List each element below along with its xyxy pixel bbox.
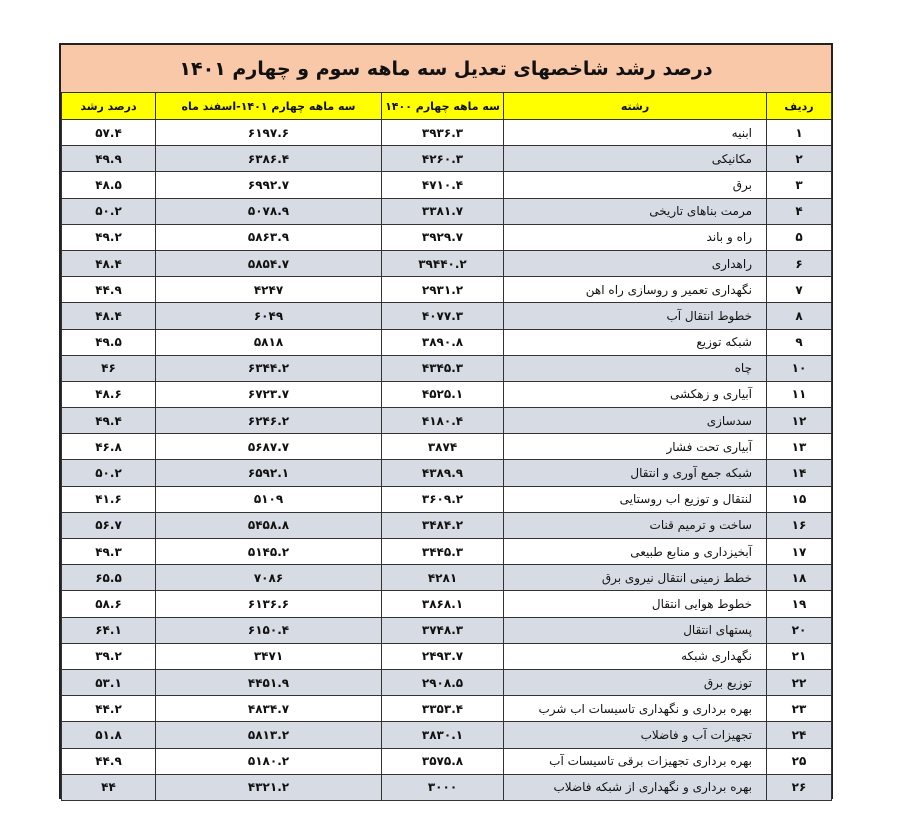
row-q1401-cell: ۶۰۴۹ [156, 303, 382, 329]
row-field-cell: خطط زمینی انتقال نیروی برق [504, 565, 767, 591]
table-row [62, 355, 832, 381]
row-field-cell: آبیاری و زهکشی [504, 381, 767, 407]
row-growth-cell: ۴۶.۸ [62, 434, 156, 460]
row-field-cell: بهره برداری و نگهداری از شبکه فاضلاب [504, 774, 767, 800]
row-q1400-cell: ۳۳۸۱.۷ [382, 198, 504, 224]
row-field-cell: خطوط هوایی انتقال [504, 591, 767, 617]
header-index: ردیف [767, 93, 832, 120]
row-q1400-cell: ۳۵۷۵.۸ [382, 748, 504, 774]
row-index-cell: ۱۷ [767, 539, 832, 565]
row-field-cell: آبیاری تحت فشار [504, 434, 767, 460]
row-q1401-cell: ۵۱۴۵.۲ [156, 539, 382, 565]
row-index-cell: ۱۹ [767, 591, 832, 617]
row-index-cell: ۸ [767, 303, 832, 329]
row-q1400-cell: ۴۵۲۵.۱ [382, 381, 504, 407]
table-row [62, 198, 832, 224]
table-row [62, 408, 832, 434]
row-q1401-cell: ۶۱۹۷.۶ [156, 120, 382, 146]
row-q1400-cell: ۳۴۸۴.۲ [382, 512, 504, 538]
header-q1401: سه ماهه چهارم ۱۴۰۱-اسفند ماه [156, 93, 382, 120]
row-growth-cell: ۵۶.۷ [62, 512, 156, 538]
row-q1400-cell: ۴۳۴۵.۳ [382, 355, 504, 381]
row-growth-cell: ۶۴.۱ [62, 617, 156, 643]
row-q1400-cell: ۴۲۸۱ [382, 565, 504, 591]
row-index-cell: ۲۴ [767, 722, 832, 748]
table-row [62, 146, 832, 172]
table-row [62, 277, 832, 303]
row-field-cell: نگهداری تعمیر و روسازی راه اهن [504, 277, 767, 303]
row-q1401-cell: ۵۱۸۰.۲ [156, 748, 382, 774]
row-q1400-cell: ۲۹۳۱.۲ [382, 277, 504, 303]
row-index-cell: ۵ [767, 224, 832, 250]
row-q1401-cell: ۶۲۴۶.۲ [156, 408, 382, 434]
row-field-cell: تجهیزات آب و فاضلاب [504, 722, 767, 748]
table-title: درصد رشد شاخصهای تعدیل سه ماهه سوم و چهارم ۱۴۰۱ [61, 45, 831, 94]
table-row [62, 617, 832, 643]
row-index-cell: ۱ [767, 120, 832, 146]
row-field-cell: توزیع برق [504, 669, 767, 695]
row-q1401-cell: ۵۶۸۷.۷ [156, 434, 382, 460]
row-field-cell: چاه [504, 355, 767, 381]
row-q1401-cell: ۴۳۲۱.۲ [156, 774, 382, 800]
row-growth-cell: ۵۰.۲ [62, 198, 156, 224]
row-index-cell: ۱۱ [767, 381, 832, 407]
row-index-cell: ۱۵ [767, 486, 832, 512]
row-index-cell: ۲۲ [767, 669, 832, 695]
row-q1400-cell: ۳۹۳۶.۳ [382, 120, 504, 146]
row-field-cell: سدسازی [504, 408, 767, 434]
row-growth-cell: ۴۹.۳ [62, 539, 156, 565]
table-row [62, 486, 832, 512]
row-q1400-cell: ۳۸۶۸.۱ [382, 591, 504, 617]
row-index-cell: ۹ [767, 329, 832, 355]
header-field: رشته [504, 93, 767, 120]
row-q1400-cell: ۲۴۹۳.۷ [382, 643, 504, 669]
row-index-cell: ۱۴ [767, 460, 832, 486]
row-growth-cell: ۴۸.۵ [62, 172, 156, 198]
row-q1401-cell: ۵۸۶۳.۹ [156, 224, 382, 250]
row-growth-cell: ۴۴.۹ [62, 748, 156, 774]
row-field-cell: شبکه جمع آوری و انتقال [504, 460, 767, 486]
row-growth-cell: ۴۸.۶ [62, 381, 156, 407]
row-q1400-cell: ۳۹۲۹.۷ [382, 224, 504, 250]
row-field-cell: مکانیکی [504, 146, 767, 172]
row-q1401-cell: ۵۸۱۳.۲ [156, 722, 382, 748]
row-field-cell: خطوط انتقال آب [504, 303, 767, 329]
table-row [62, 434, 832, 460]
table-row [62, 669, 832, 695]
row-q1401-cell: ۵۱۰۹ [156, 486, 382, 512]
table-row [62, 224, 832, 250]
row-index-cell: ۲۵ [767, 748, 832, 774]
table-row [62, 329, 832, 355]
row-growth-cell: ۴۸.۴ [62, 250, 156, 276]
row-q1400-cell: ۳۶۰۹.۲ [382, 486, 504, 512]
row-q1400-cell: ۳۹۴۴۰.۲ [382, 250, 504, 276]
row-q1401-cell: ۷۰۸۶ [156, 565, 382, 591]
row-growth-cell: ۴۸.۴ [62, 303, 156, 329]
table-row [62, 303, 832, 329]
row-q1401-cell: ۶۳۴۴.۲ [156, 355, 382, 381]
row-index-cell: ۴ [767, 198, 832, 224]
row-growth-cell: ۵۱.۸ [62, 722, 156, 748]
row-growth-cell: ۴۶ [62, 355, 156, 381]
row-growth-cell: ۵۰.۲ [62, 460, 156, 486]
table-row [62, 172, 832, 198]
row-q1400-cell: ۴۱۸۰.۴ [382, 408, 504, 434]
table-row [62, 512, 832, 538]
row-q1401-cell: ۴۴۵۱.۹ [156, 669, 382, 695]
row-field-cell: بهره برداری و نگهداری تاسیسات اب شرب [504, 696, 767, 722]
row-q1400-cell: ۴۷۱۰.۴ [382, 172, 504, 198]
row-growth-cell: ۵۷.۴ [62, 120, 156, 146]
table-row [62, 120, 832, 146]
row-index-cell: ۲۶ [767, 774, 832, 800]
row-field-cell: راه و باند [504, 224, 767, 250]
table-row [62, 591, 832, 617]
row-q1401-cell: ۴۲۴۷ [156, 277, 382, 303]
table-row [62, 381, 832, 407]
table-row [62, 748, 832, 774]
table-row [62, 696, 832, 722]
row-q1400-cell: ۳۰۰۰ [382, 774, 504, 800]
table-row [62, 774, 832, 800]
row-q1400-cell: ۴۲۶۰.۳ [382, 146, 504, 172]
row-growth-cell: ۴۹.۴ [62, 408, 156, 434]
row-index-cell: ۱۰ [767, 355, 832, 381]
row-field-cell: راهداری [504, 250, 767, 276]
row-q1401-cell: ۳۴۷۱ [156, 643, 382, 669]
row-index-cell: ۲۳ [767, 696, 832, 722]
row-growth-cell: ۴۹.۹ [62, 146, 156, 172]
row-q1400-cell: ۴۰۷۷.۳ [382, 303, 504, 329]
row-field-cell: مرمت بناهای تاریخی [504, 198, 767, 224]
row-q1401-cell: ۵۸۱۸ [156, 329, 382, 355]
row-q1400-cell: ۳۴۴۵.۳ [382, 539, 504, 565]
table-row [62, 722, 832, 748]
table-row [62, 565, 832, 591]
row-q1401-cell: ۶۹۹۲.۷ [156, 172, 382, 198]
table-row [62, 460, 832, 486]
row-growth-cell: ۳۹.۲ [62, 643, 156, 669]
row-field-cell: بهره برداری تجهیزات برقی تاسیسات آب [504, 748, 767, 774]
row-index-cell: ۱۳ [767, 434, 832, 460]
row-index-cell: ۶ [767, 250, 832, 276]
row-growth-cell: ۵۸.۶ [62, 591, 156, 617]
row-growth-cell: ۴۴.۹ [62, 277, 156, 303]
row-growth-cell: ۶۵.۵ [62, 565, 156, 591]
row-q1400-cell: ۳۸۳۰.۱ [382, 722, 504, 748]
row-q1400-cell: ۳۷۴۸.۳ [382, 617, 504, 643]
row-index-cell: ۷ [767, 277, 832, 303]
row-q1401-cell: ۶۳۸۶.۴ [156, 146, 382, 172]
row-q1401-cell: ۵۸۵۴.۷ [156, 250, 382, 276]
row-field-cell: ابنیه [504, 120, 767, 146]
row-index-cell: ۳ [767, 172, 832, 198]
row-field-cell: آبخیزداری و منابع طبیعی [504, 539, 767, 565]
table-row [62, 539, 832, 565]
row-field-cell: برق [504, 172, 767, 198]
row-q1401-cell: ۶۱۳۶.۶ [156, 591, 382, 617]
row-field-cell: نگهداری شبکه [504, 643, 767, 669]
row-growth-cell: ۴۹.۲ [62, 224, 156, 250]
table-row [62, 250, 832, 276]
header-growth: درصد رشد [62, 93, 156, 120]
row-growth-cell: ۴۱.۶ [62, 486, 156, 512]
row-index-cell: ۱۲ [767, 408, 832, 434]
row-field-cell: شبکه توزیع [504, 329, 767, 355]
row-index-cell: ۱۶ [767, 512, 832, 538]
row-q1401-cell: ۵۰۷۸.۹ [156, 198, 382, 224]
row-q1400-cell: ۴۳۸۹.۹ [382, 460, 504, 486]
row-index-cell: ۲۱ [767, 643, 832, 669]
row-field-cell: لنتقال و توزیع اب روستایی [504, 486, 767, 512]
row-growth-cell: ۴۹.۵ [62, 329, 156, 355]
row-growth-cell: ۴۴.۲ [62, 696, 156, 722]
row-index-cell: ۱۸ [767, 565, 832, 591]
adjustment-index-table-sheet [59, 43, 833, 799]
row-growth-cell: ۴۴ [62, 774, 156, 800]
row-q1400-cell: ۲۹۰۸.۵ [382, 669, 504, 695]
row-q1401-cell: ۴۸۳۴.۷ [156, 696, 382, 722]
growth-table [61, 92, 832, 801]
row-q1401-cell: ۶۷۲۳.۷ [156, 381, 382, 407]
row-q1400-cell: ۳۸۷۴ [382, 434, 504, 460]
row-field-cell: پستهای انتقال [504, 617, 767, 643]
header-row [62, 93, 832, 120]
row-growth-cell: ۵۳.۱ [62, 669, 156, 695]
row-q1400-cell: ۳۳۵۳.۴ [382, 696, 504, 722]
row-q1400-cell: ۳۸۹۰.۸ [382, 329, 504, 355]
row-q1401-cell: ۶۱۵۰.۴ [156, 617, 382, 643]
table-row [62, 643, 832, 669]
row-q1401-cell: ۶۵۹۲.۱ [156, 460, 382, 486]
row-index-cell: ۲ [767, 146, 832, 172]
row-index-cell: ۲۰ [767, 617, 832, 643]
row-field-cell: ساخت و ترمیم قنات [504, 512, 767, 538]
header-q1400: سه ماهه چهارم ۱۴۰۰ [382, 93, 504, 120]
row-q1401-cell: ۵۴۵۸.۸ [156, 512, 382, 538]
